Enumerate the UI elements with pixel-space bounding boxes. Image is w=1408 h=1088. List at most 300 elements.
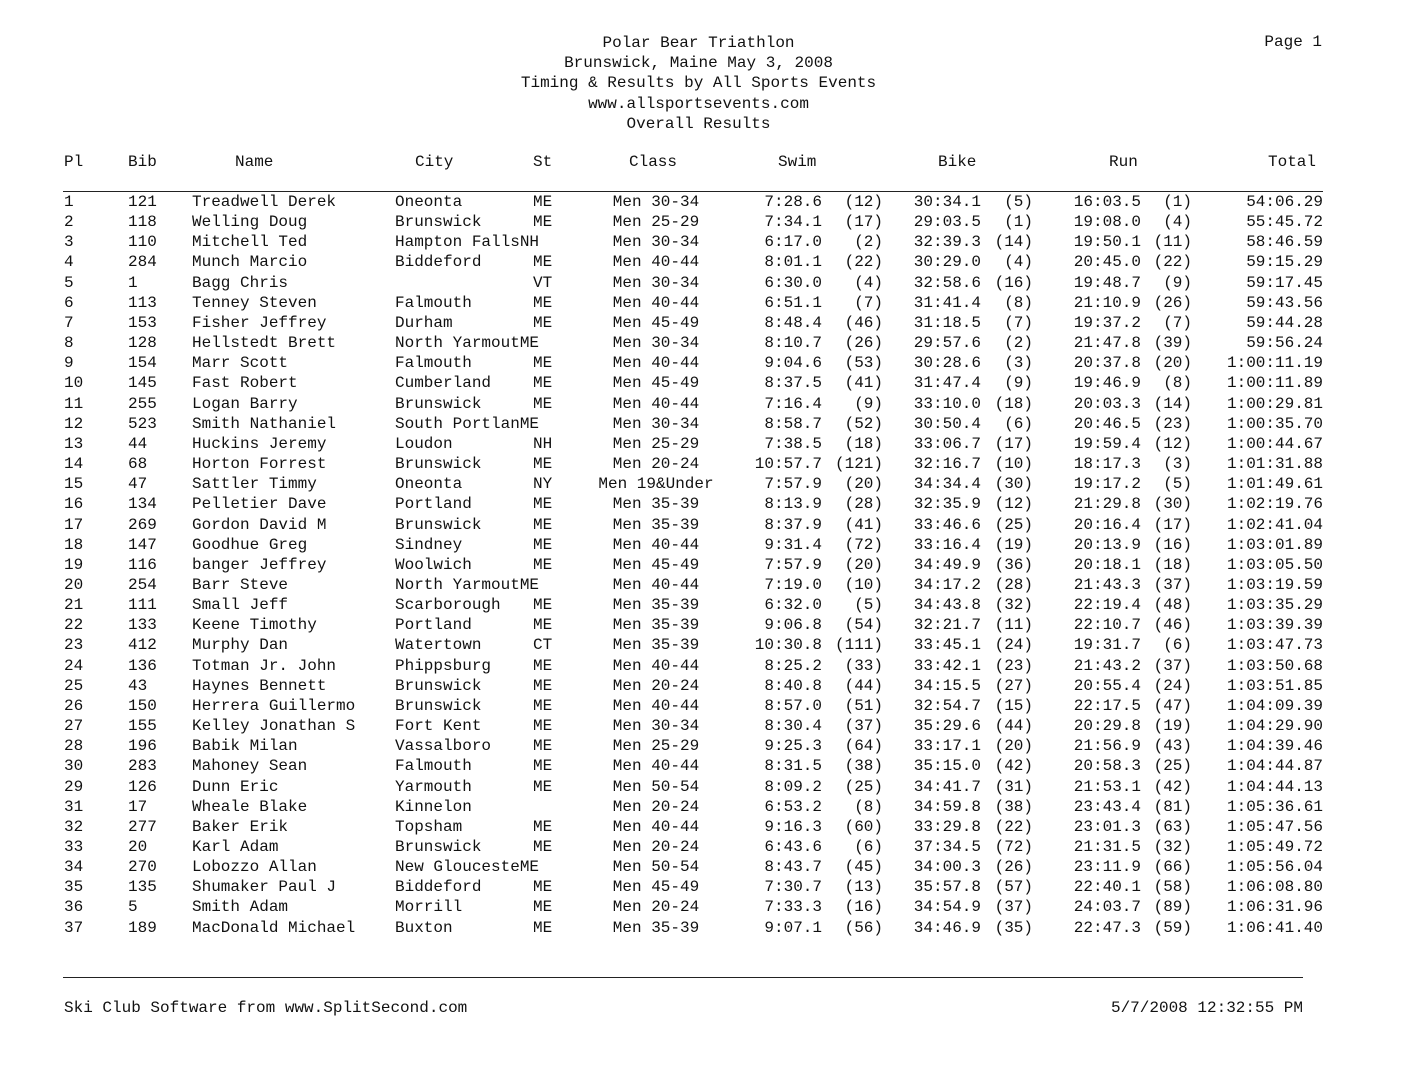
state-cell: ME bbox=[533, 616, 553, 635]
bike-time-cell: 33:16.4 bbox=[913, 535, 981, 554]
total-time-cell: 1:04:29.90 bbox=[1226, 717, 1323, 736]
swim-time-cell: 10:57.7 bbox=[754, 455, 822, 474]
bike-rank-cell: (36) bbox=[994, 555, 1033, 574]
result-row bbox=[0, 677, 1408, 697]
total-time-cell: 1:01:31.88 bbox=[1226, 455, 1323, 474]
swim-time-cell: 8:37.9 bbox=[764, 515, 822, 534]
name-cell: Bagg Chris bbox=[192, 273, 289, 292]
state-cell: ME bbox=[533, 193, 553, 211]
place-cell: 9 bbox=[64, 354, 74, 373]
bike-rank-cell: (24) bbox=[994, 636, 1033, 655]
name-cell: Logan Barry bbox=[192, 394, 298, 413]
state-cell: ME bbox=[533, 676, 553, 695]
run-rank-cell: (12) bbox=[1153, 434, 1192, 453]
place-cell: 13 bbox=[64, 434, 84, 453]
place-cell: 30 bbox=[64, 757, 84, 776]
city-cell: Oneonta bbox=[395, 475, 463, 494]
city-cell: Brunswick bbox=[395, 394, 482, 413]
bike-rank-cell: (22) bbox=[994, 817, 1033, 836]
bike-time-cell: 33:46.6 bbox=[913, 515, 981, 534]
city-cell: Brunswick bbox=[395, 676, 482, 695]
run-time-cell: 22:47.3 bbox=[1073, 918, 1141, 937]
bike-time-cell: 35:57.8 bbox=[913, 878, 981, 897]
bike-time-cell: 34:54.9 bbox=[913, 898, 981, 917]
city-cell: South PortlanME bbox=[395, 414, 540, 433]
run-time-cell: 21:31.5 bbox=[1073, 838, 1141, 856]
run-rank-cell: (37) bbox=[1153, 656, 1192, 675]
column-header-row bbox=[0, 153, 1408, 173]
name-cell: Smith Nathaniel bbox=[192, 414, 337, 433]
total-time-cell: 1:00:11.89 bbox=[1226, 374, 1323, 393]
result-row bbox=[0, 516, 1408, 536]
swim-rank-cell: (54) bbox=[844, 616, 883, 635]
bike-rank-cell: (28) bbox=[994, 575, 1033, 594]
state-cell: ME bbox=[533, 878, 553, 897]
class-cell: Men 30-34 bbox=[612, 414, 700, 433]
name-cell: Shumaker Paul J bbox=[192, 878, 337, 897]
swim-rank-cell: (7) bbox=[854, 293, 883, 312]
swim-rank-cell: (72) bbox=[844, 535, 883, 554]
page-number: Page 1 bbox=[1264, 33, 1322, 51]
class-cell: Men 35-39 bbox=[612, 495, 700, 514]
class-cell: Men 40-44 bbox=[612, 696, 700, 715]
run-time-cell: 18:17.3 bbox=[1073, 455, 1141, 474]
run-rank-cell: (9) bbox=[1163, 273, 1192, 292]
place-cell: 19 bbox=[64, 555, 84, 574]
timing-credit: Timing & Results by All Sports Events bbox=[520, 74, 877, 93]
result-row bbox=[0, 374, 1408, 394]
total-time-cell: 58:46.59 bbox=[1246, 233, 1323, 252]
city-cell: Brunswick bbox=[395, 455, 482, 474]
swim-time-cell: 8:01.1 bbox=[764, 253, 822, 272]
swim-time-cell: 6:32.0 bbox=[764, 596, 822, 615]
run-rank-cell: (39) bbox=[1153, 334, 1192, 353]
name-cell: Herrera Guillermo bbox=[192, 696, 356, 715]
place-cell: 6 bbox=[64, 293, 74, 312]
run-time-cell: 19:37.2 bbox=[1073, 313, 1141, 332]
bike-rank-cell: (11) bbox=[994, 616, 1033, 635]
swim-rank-cell: (2) bbox=[854, 233, 883, 252]
swim-time-cell: 9:04.6 bbox=[764, 354, 822, 373]
bib-cell: 47 bbox=[128, 475, 148, 494]
result-row bbox=[0, 354, 1408, 374]
bike-time-cell: 31:18.5 bbox=[913, 313, 981, 332]
bib-cell: 110 bbox=[128, 233, 157, 252]
bike-rank-cell: (15) bbox=[994, 696, 1033, 715]
bib-cell: 111 bbox=[128, 596, 157, 615]
swim-time-cell: 7:16.4 bbox=[764, 394, 822, 413]
run-time-cell: 22:19.4 bbox=[1073, 596, 1141, 615]
swim-rank-cell: (9) bbox=[854, 394, 883, 413]
swim-rank-cell: (44) bbox=[844, 676, 883, 695]
state-cell: ME bbox=[533, 596, 553, 615]
bike-rank-cell: (26) bbox=[994, 858, 1033, 877]
state-cell: NH bbox=[533, 434, 553, 453]
swim-rank-cell: (121) bbox=[834, 455, 883, 474]
bike-time-cell: 34:15.5 bbox=[913, 676, 981, 695]
bib-cell: 283 bbox=[128, 757, 157, 776]
state-cell: ME bbox=[533, 374, 553, 393]
run-rank-cell: (81) bbox=[1153, 797, 1192, 816]
result-row bbox=[0, 757, 1408, 777]
place-cell: 17 bbox=[64, 515, 84, 534]
state-cell: ME bbox=[533, 918, 553, 937]
result-row bbox=[0, 495, 1408, 515]
result-row bbox=[0, 193, 1408, 213]
print-timestamp: 5/7/2008 12:32:55 PM bbox=[1110, 999, 1303, 1017]
total-time-cell: 1:03:05.50 bbox=[1226, 555, 1323, 574]
class-cell: Men 50-54 bbox=[612, 858, 700, 877]
place-cell: 33 bbox=[64, 838, 84, 856]
bib-cell: 68 bbox=[128, 455, 148, 474]
class-cell: Men 25-29 bbox=[612, 434, 700, 453]
bike-time-cell: 34:49.9 bbox=[913, 555, 981, 574]
run-time-cell: 20:58.3 bbox=[1073, 757, 1141, 776]
class-cell: Men 30-34 bbox=[612, 233, 700, 252]
bike-rank-cell: (30) bbox=[994, 475, 1033, 494]
name-cell: Pelletier Dave bbox=[192, 495, 327, 514]
bib-cell: 121 bbox=[128, 193, 157, 211]
swim-time-cell: 8:09.2 bbox=[764, 777, 822, 796]
class-cell: Men 35-39 bbox=[612, 616, 700, 635]
total-time-cell: 1:02:19.76 bbox=[1226, 495, 1323, 514]
report-header bbox=[0, 33, 1397, 134]
result-row bbox=[0, 395, 1408, 415]
swim-time-cell: 8:10.7 bbox=[764, 334, 822, 353]
class-cell: Men 35-39 bbox=[612, 636, 700, 655]
swim-time-cell: 6:53.2 bbox=[764, 797, 822, 816]
software-credit: Ski Club Software from www.SplitSecond.com bbox=[64, 999, 468, 1017]
swim-rank-cell: (18) bbox=[844, 434, 883, 453]
bike-time-cell: 33:45.1 bbox=[913, 636, 981, 655]
city-cell: Topsham bbox=[395, 817, 463, 836]
bike-rank-cell: (23) bbox=[994, 656, 1033, 675]
city-cell: Watertown bbox=[395, 636, 482, 655]
city-cell: Hampton FallsNH bbox=[395, 233, 540, 252]
bike-rank-cell: (19) bbox=[994, 535, 1033, 554]
state-cell: ME bbox=[533, 656, 553, 675]
bike-rank-cell: (20) bbox=[994, 737, 1033, 756]
result-row bbox=[0, 737, 1408, 757]
swim-rank-cell: (45) bbox=[844, 858, 883, 877]
name-cell: Babik Milan bbox=[192, 737, 298, 756]
name-cell: MacDonald Michael bbox=[192, 918, 356, 937]
name-cell: Smith Adam bbox=[192, 898, 289, 917]
run-rank-cell: (42) bbox=[1153, 777, 1192, 796]
event-location-date: Brunswick, Maine May 3, 2008 bbox=[564, 54, 833, 73]
run-time-cell: 20:16.4 bbox=[1073, 515, 1141, 534]
bib-cell: 269 bbox=[128, 515, 157, 534]
run-time-cell: 20:18.1 bbox=[1073, 555, 1141, 574]
swim-rank-cell: (8) bbox=[854, 797, 883, 816]
bib-cell: 155 bbox=[128, 717, 157, 736]
swim-rank-cell: (26) bbox=[844, 334, 883, 353]
class-cell: Men 35-39 bbox=[612, 918, 700, 937]
city-cell: Woolwich bbox=[395, 555, 472, 574]
class-cell: Men 30-34 bbox=[612, 717, 700, 736]
run-rank-cell: (3) bbox=[1163, 455, 1192, 474]
bib-cell: 43 bbox=[128, 676, 148, 695]
run-rank-cell: (47) bbox=[1153, 696, 1192, 715]
swim-time-cell: 9:06.8 bbox=[764, 616, 822, 635]
name-cell: Mahoney Sean bbox=[192, 757, 308, 776]
city-cell: Brunswick bbox=[395, 213, 482, 232]
name-cell: Wheale Blake bbox=[192, 797, 308, 816]
place-cell: 24 bbox=[64, 656, 84, 675]
bike-rank-cell: (44) bbox=[994, 717, 1033, 736]
swim-rank-cell: (38) bbox=[844, 757, 883, 776]
swim-time-cell: 7:38.5 bbox=[764, 434, 822, 453]
class-cell: Men 40-44 bbox=[612, 656, 700, 675]
result-row bbox=[0, 878, 1408, 898]
bike-time-cell: 32:39.3 bbox=[913, 233, 981, 252]
place-cell: 36 bbox=[64, 898, 84, 917]
city-cell: Brunswick bbox=[395, 838, 482, 856]
bike-time-cell: 34:41.7 bbox=[913, 777, 981, 796]
swim-time-cell: 7:28.6 bbox=[764, 193, 822, 211]
run-time-cell: 22:10.7 bbox=[1073, 616, 1141, 635]
city-cell: Oneonta bbox=[395, 193, 463, 211]
bike-time-cell: 30:29.0 bbox=[913, 253, 981, 272]
run-time-cell: 16:03.5 bbox=[1073, 193, 1141, 211]
total-time-cell: 59:15.29 bbox=[1246, 253, 1323, 272]
city-cell: Kinnelon bbox=[395, 797, 472, 816]
city-cell: Falmouth bbox=[395, 354, 472, 373]
total-time-cell: 1:04:44.87 bbox=[1226, 757, 1323, 776]
swim-rank-cell: (33) bbox=[844, 656, 883, 675]
total-time-cell: 59:43.56 bbox=[1246, 293, 1323, 312]
bike-time-cell: 33:10.0 bbox=[913, 394, 981, 413]
swim-rank-cell: (17) bbox=[844, 213, 883, 232]
run-time-cell: 20:55.4 bbox=[1073, 676, 1141, 695]
place-cell: 31 bbox=[64, 797, 84, 816]
bib-cell: 118 bbox=[128, 213, 157, 232]
name-cell: Dunn Eric bbox=[192, 777, 279, 796]
result-row bbox=[0, 556, 1408, 576]
place-cell: 35 bbox=[64, 878, 84, 897]
swim-time-cell: 7:30.7 bbox=[764, 878, 822, 897]
run-rank-cell: (4) bbox=[1163, 213, 1192, 232]
bike-time-cell: 34:46.9 bbox=[913, 918, 981, 937]
place-cell: 8 bbox=[64, 334, 74, 353]
swim-time-cell: 7:19.0 bbox=[764, 575, 822, 594]
website-url: www.allsportsevents.com bbox=[588, 94, 809, 113]
total-time-cell: 1:03:50.68 bbox=[1226, 656, 1323, 675]
run-time-cell: 20:13.9 bbox=[1073, 535, 1141, 554]
city-cell: Falmouth bbox=[395, 757, 472, 776]
class-cell: Men 35-39 bbox=[612, 596, 700, 615]
run-time-cell: 21:43.3 bbox=[1073, 575, 1141, 594]
class-cell: Men 45-49 bbox=[612, 878, 700, 897]
bike-time-cell: 32:58.6 bbox=[913, 273, 981, 292]
name-cell: Munch Marcio bbox=[192, 253, 308, 272]
name-cell: Keene Timothy bbox=[192, 616, 317, 635]
state-cell: ME bbox=[533, 717, 553, 736]
place-cell: 11 bbox=[64, 394, 84, 413]
total-time-cell: 1:05:47.56 bbox=[1226, 817, 1323, 836]
event-title: Polar Bear Triathlon bbox=[602, 34, 795, 52]
run-time-cell: 20:29.8 bbox=[1073, 717, 1141, 736]
bib-cell: 17 bbox=[128, 797, 148, 816]
run-rank-cell: (89) bbox=[1153, 898, 1192, 917]
state-cell: ME bbox=[533, 757, 553, 776]
class-cell: Men 19&Under bbox=[598, 475, 714, 494]
name-cell: Treadwell Derek bbox=[192, 193, 337, 211]
swim-rank-cell: (41) bbox=[844, 374, 883, 393]
run-time-cell: 19:08.0 bbox=[1073, 213, 1141, 232]
swim-rank-cell: (41) bbox=[844, 515, 883, 534]
bike-rank-cell: (2) bbox=[1004, 334, 1033, 353]
result-row bbox=[0, 274, 1408, 294]
run-time-cell: 23:11.9 bbox=[1073, 858, 1141, 877]
run-rank-cell: (11) bbox=[1153, 233, 1192, 252]
name-cell: Hellstedt Brett bbox=[192, 334, 337, 353]
state-cell: ME bbox=[533, 293, 553, 312]
swim-rank-cell: (12) bbox=[844, 193, 883, 211]
bike-rank-cell: (1) bbox=[1004, 213, 1033, 232]
bib-cell: 523 bbox=[128, 414, 157, 433]
run-time-cell: 20:37.8 bbox=[1073, 354, 1141, 373]
state-cell: VT bbox=[533, 273, 553, 292]
name-cell: Fast Robert bbox=[192, 374, 298, 393]
swim-rank-cell: (111) bbox=[834, 636, 883, 655]
run-time-cell: 19:17.2 bbox=[1073, 475, 1141, 494]
bib-cell: 126 bbox=[128, 777, 157, 796]
class-cell: Men 20-24 bbox=[612, 838, 700, 856]
bike-time-cell: 30:34.1 bbox=[913, 193, 981, 211]
bike-time-cell: 31:41.4 bbox=[913, 293, 981, 312]
class-cell: Men 25-29 bbox=[612, 213, 700, 232]
bike-rank-cell: (10) bbox=[994, 455, 1033, 474]
place-cell: 27 bbox=[64, 717, 84, 736]
run-time-cell: 19:59.4 bbox=[1073, 434, 1141, 453]
run-time-cell: 21:29.8 bbox=[1073, 495, 1141, 514]
swim-rank-cell: (52) bbox=[844, 414, 883, 433]
total-time-cell: 1:05:49.72 bbox=[1226, 838, 1323, 856]
bib-cell: 136 bbox=[128, 656, 157, 675]
result-row bbox=[0, 576, 1408, 596]
swim-rank-cell: (64) bbox=[844, 737, 883, 756]
class-cell: Men 40-44 bbox=[612, 394, 700, 413]
bike-rank-cell: (31) bbox=[994, 777, 1033, 796]
run-rank-cell: (16) bbox=[1153, 535, 1192, 554]
swim-time-cell: 6:17.0 bbox=[764, 233, 822, 252]
result-row bbox=[0, 213, 1408, 233]
state-cell: ME bbox=[533, 696, 553, 715]
col-header-swim: Swim bbox=[778, 153, 817, 171]
swim-rank-cell: (5) bbox=[854, 596, 883, 615]
result-row bbox=[0, 717, 1408, 737]
col-header-name: Name bbox=[235, 153, 274, 171]
place-cell: 4 bbox=[64, 253, 74, 272]
place-cell: 18 bbox=[64, 535, 84, 554]
result-row bbox=[0, 798, 1408, 818]
run-rank-cell: (24) bbox=[1153, 676, 1192, 695]
swim-time-cell: 8:31.5 bbox=[764, 757, 822, 776]
class-cell: Men 20-24 bbox=[612, 898, 700, 917]
swim-rank-cell: (28) bbox=[844, 495, 883, 514]
place-cell: 28 bbox=[64, 737, 84, 756]
name-cell: Welling Doug bbox=[192, 213, 308, 232]
col-header-city: City bbox=[415, 153, 454, 171]
run-time-cell: 20:46.5 bbox=[1073, 414, 1141, 433]
swim-rank-cell: (60) bbox=[844, 817, 883, 836]
bib-cell: 412 bbox=[128, 636, 157, 655]
total-time-cell: 1:03:35.29 bbox=[1226, 596, 1323, 615]
city-cell: Phippsburg bbox=[395, 656, 492, 675]
swim-rank-cell: (4) bbox=[854, 273, 883, 292]
result-row bbox=[0, 415, 1408, 435]
swim-rank-cell: (46) bbox=[844, 313, 883, 332]
place-cell: 3 bbox=[64, 233, 74, 252]
bike-rank-cell: (16) bbox=[994, 273, 1033, 292]
run-rank-cell: (37) bbox=[1153, 575, 1192, 594]
state-cell: ME bbox=[533, 898, 553, 917]
city-cell: Cumberland bbox=[395, 374, 492, 393]
place-cell: 15 bbox=[64, 475, 84, 494]
bike-time-cell: 37:34.5 bbox=[913, 838, 981, 856]
run-rank-cell: (43) bbox=[1153, 737, 1192, 756]
bib-cell: 113 bbox=[128, 293, 157, 312]
bike-time-cell: 34:00.3 bbox=[913, 858, 981, 877]
bike-time-cell: 35:29.6 bbox=[913, 717, 981, 736]
result-row bbox=[0, 596, 1408, 616]
run-rank-cell: (63) bbox=[1153, 817, 1192, 836]
bib-cell: 20 bbox=[128, 838, 148, 856]
run-time-cell: 20:03.3 bbox=[1073, 394, 1141, 413]
bike-rank-cell: (12) bbox=[994, 495, 1033, 514]
run-rank-cell: (30) bbox=[1153, 495, 1192, 514]
result-row bbox=[0, 898, 1408, 918]
state-cell: ME bbox=[533, 253, 553, 272]
class-cell: Men 35-39 bbox=[612, 515, 700, 534]
run-rank-cell: (7) bbox=[1163, 313, 1192, 332]
run-rank-cell: (1) bbox=[1163, 193, 1192, 211]
swim-time-cell: 6:30.0 bbox=[764, 273, 822, 292]
name-cell: Lobozzo Allan bbox=[192, 858, 317, 877]
bib-cell: 189 bbox=[128, 918, 157, 937]
city-cell: North YarmoutME bbox=[395, 575, 540, 594]
bike-rank-cell: (42) bbox=[994, 757, 1033, 776]
bike-rank-cell: (5) bbox=[1004, 193, 1033, 211]
run-time-cell: 21:53.1 bbox=[1073, 777, 1141, 796]
swim-time-cell: 8:37.5 bbox=[764, 374, 822, 393]
name-cell: banger Jeffrey bbox=[192, 555, 327, 574]
result-row bbox=[0, 818, 1408, 838]
swim-time-cell: 6:43.6 bbox=[764, 838, 822, 856]
state-cell: ME bbox=[533, 817, 553, 836]
bike-time-cell: 33:17.1 bbox=[913, 737, 981, 756]
place-cell: 26 bbox=[64, 696, 84, 715]
total-time-cell: 1:05:56.04 bbox=[1226, 858, 1323, 877]
swim-time-cell: 7:57.9 bbox=[764, 475, 822, 494]
run-time-cell: 23:01.3 bbox=[1073, 817, 1141, 836]
bike-time-cell: 34:17.2 bbox=[913, 575, 981, 594]
swim-time-cell: 9:07.1 bbox=[764, 918, 822, 937]
total-time-cell: 1:03:47.73 bbox=[1226, 636, 1323, 655]
state-cell: ME bbox=[533, 737, 553, 756]
place-cell: 5 bbox=[64, 273, 74, 292]
swim-time-cell: 8:25.2 bbox=[764, 656, 822, 675]
place-cell: 29 bbox=[64, 777, 84, 796]
run-rank-cell: (58) bbox=[1153, 878, 1192, 897]
swim-rank-cell: (22) bbox=[844, 253, 883, 272]
run-rank-cell: (18) bbox=[1153, 555, 1192, 574]
bike-time-cell: 32:35.9 bbox=[913, 495, 981, 514]
bike-time-cell: 29:57.6 bbox=[913, 334, 981, 353]
bib-cell: 44 bbox=[128, 434, 148, 453]
run-time-cell: 21:56.9 bbox=[1073, 737, 1141, 756]
